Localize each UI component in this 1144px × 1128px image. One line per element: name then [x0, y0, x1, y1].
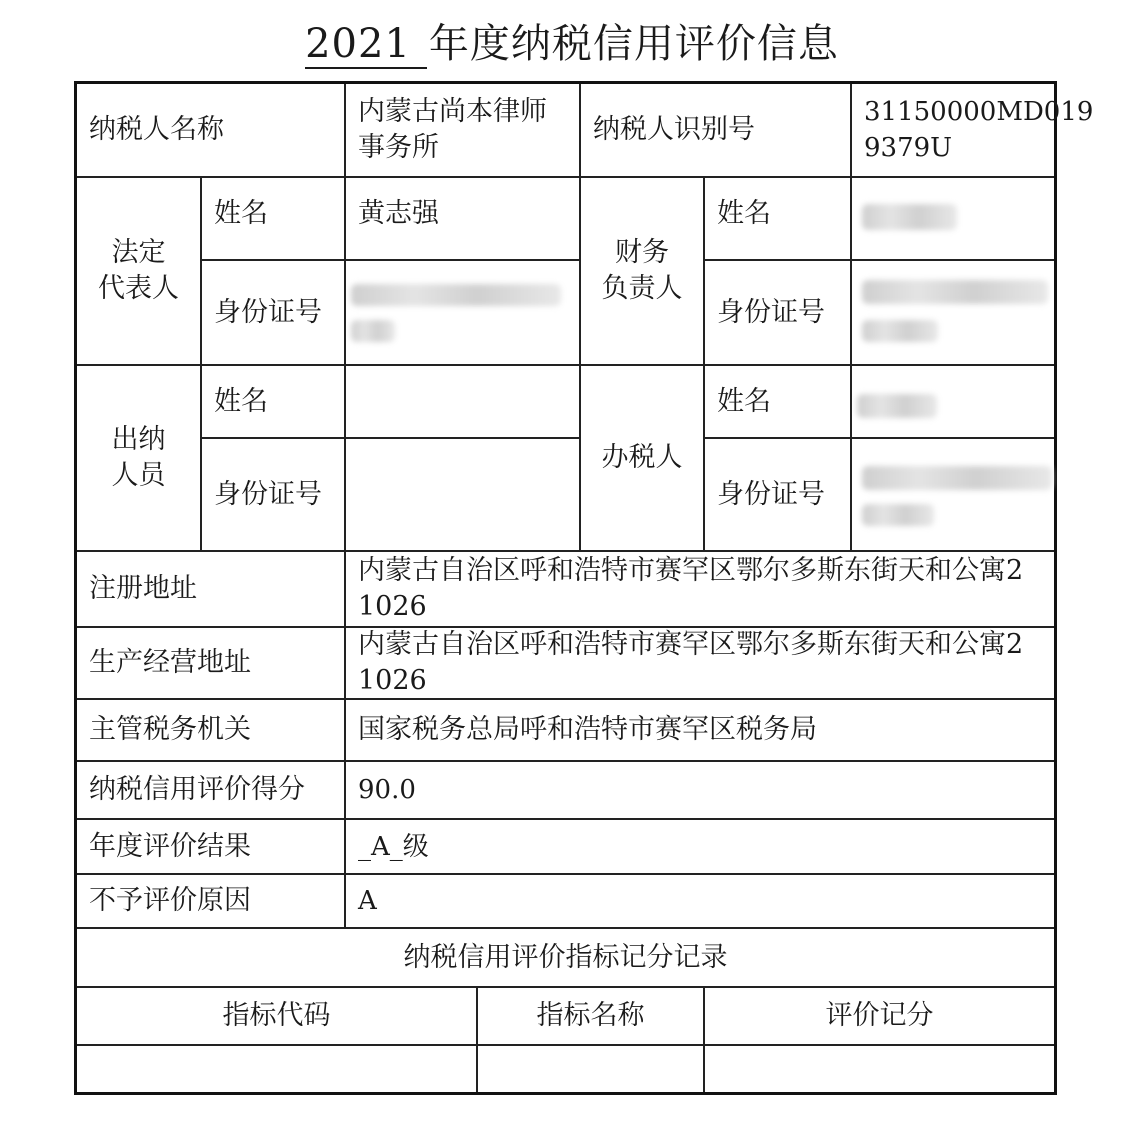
taxpayer-name-line2: 事务所: [358, 132, 439, 163]
tax-agent-name-label: 姓名: [717, 386, 771, 417]
finance-idcard-label: 身份证号: [717, 296, 825, 328]
legal-rep-label-line2: 代表人: [98, 273, 179, 304]
index-record-heading: 纳税信用评价指标记分记录: [403, 941, 728, 973]
title-text: 年度纳税信用评价信息: [428, 21, 839, 67]
legal-rep-idcard-label: 身份证号: [214, 296, 322, 328]
index-col-code: 指标代码: [222, 1000, 331, 1031]
score-value: 90.0: [358, 775, 416, 805]
score-label: 纳税信用评价得分: [89, 774, 305, 805]
registered-address-label: 注册地址: [89, 573, 197, 604]
registered-address-value: [346, 552, 1054, 626]
finance-label-line2: 负责人: [601, 273, 683, 304]
finance-name-redacted: [862, 204, 957, 230]
business-address-value: [346, 628, 1054, 698]
taxpayer-name-label: 纳税人名称: [89, 114, 224, 145]
cashier-name-label: 姓名: [214, 386, 268, 417]
index-col-score: 评价记分: [825, 1000, 934, 1031]
finance-name-label: 姓名: [717, 198, 771, 229]
credit-info-table: [74, 81, 1094, 1095]
legal-rep-idcard-redacted: [351, 284, 561, 306]
legal-rep-label: [77, 178, 200, 364]
legal-rep-idcard-redacted-2: [351, 320, 395, 342]
business-address-line1: 内蒙古自治区呼和浩特市赛罕区鄂尔多斯东街天和公寓2: [358, 629, 1024, 660]
tax-authority-value: 国家税务总局呼和浩特市赛罕区税务局: [358, 714, 817, 745]
taxpayer-id-value: [852, 84, 1094, 176]
cashier-label-line1: 出纳: [111, 424, 166, 455]
taxpayer-name-value: [346, 84, 579, 176]
tax-agent-label: 办税人: [601, 442, 683, 473]
legal-rep-name-value: 黄志强: [358, 198, 439, 229]
tax-authority-label: 主管税务机关: [89, 714, 251, 745]
legal-rep-name-label: 姓名: [214, 198, 268, 229]
tax-agent-name-redacted: [857, 394, 937, 418]
index-row-code: [77, 1046, 476, 1092]
finance-label: [581, 178, 703, 364]
legal-rep-label-line1: 法定: [111, 237, 166, 268]
tax-agent-idcard-label: 身份证号: [717, 478, 825, 510]
registered-address-line2: 1026: [358, 591, 427, 622]
finance-label-line1: 财务: [615, 237, 669, 268]
cashier-label-line2: 人员: [111, 460, 166, 491]
registered-address-line1: 内蒙古自治区呼和浩特市赛罕区鄂尔多斯东街天和公寓2: [358, 555, 1024, 586]
no-eval-reason-value: A: [358, 886, 377, 916]
taxpayer-id-line1: 31150000MD019: [864, 97, 1094, 127]
index-row-score: [705, 1046, 1054, 1092]
cashier-idcard-label: 身份证号: [214, 478, 322, 510]
tax-agent-idcard-redacted: [862, 466, 1052, 490]
result-value: _A_级: [358, 831, 429, 862]
finance-idcard-redacted: [862, 280, 1048, 304]
cashier-label: [77, 366, 200, 550]
taxpayer-name-line1: 内蒙古尚本律师: [358, 96, 547, 127]
cashier-idcard-value: [346, 439, 579, 550]
taxpayer-id-line2: 9379U: [864, 133, 953, 163]
page-title: [0, 18, 1144, 70]
no-eval-reason-label: 不予评价原因: [89, 885, 251, 916]
index-col-name: 指标名称: [536, 1000, 645, 1031]
index-row-name: [478, 1046, 703, 1092]
result-label: 年度评价结果: [89, 830, 251, 862]
cashier-name-value: [346, 366, 579, 437]
tax-agent-idcard-redacted-2: [862, 504, 934, 526]
business-address-line2: 1026: [358, 665, 427, 696]
taxpayer-id-label: 纳税人识别号: [593, 114, 755, 145]
finance-idcard-redacted-2: [862, 320, 938, 342]
business-address-label: 生产经营地址: [89, 647, 251, 678]
title-year: 2021: [305, 21, 427, 69]
